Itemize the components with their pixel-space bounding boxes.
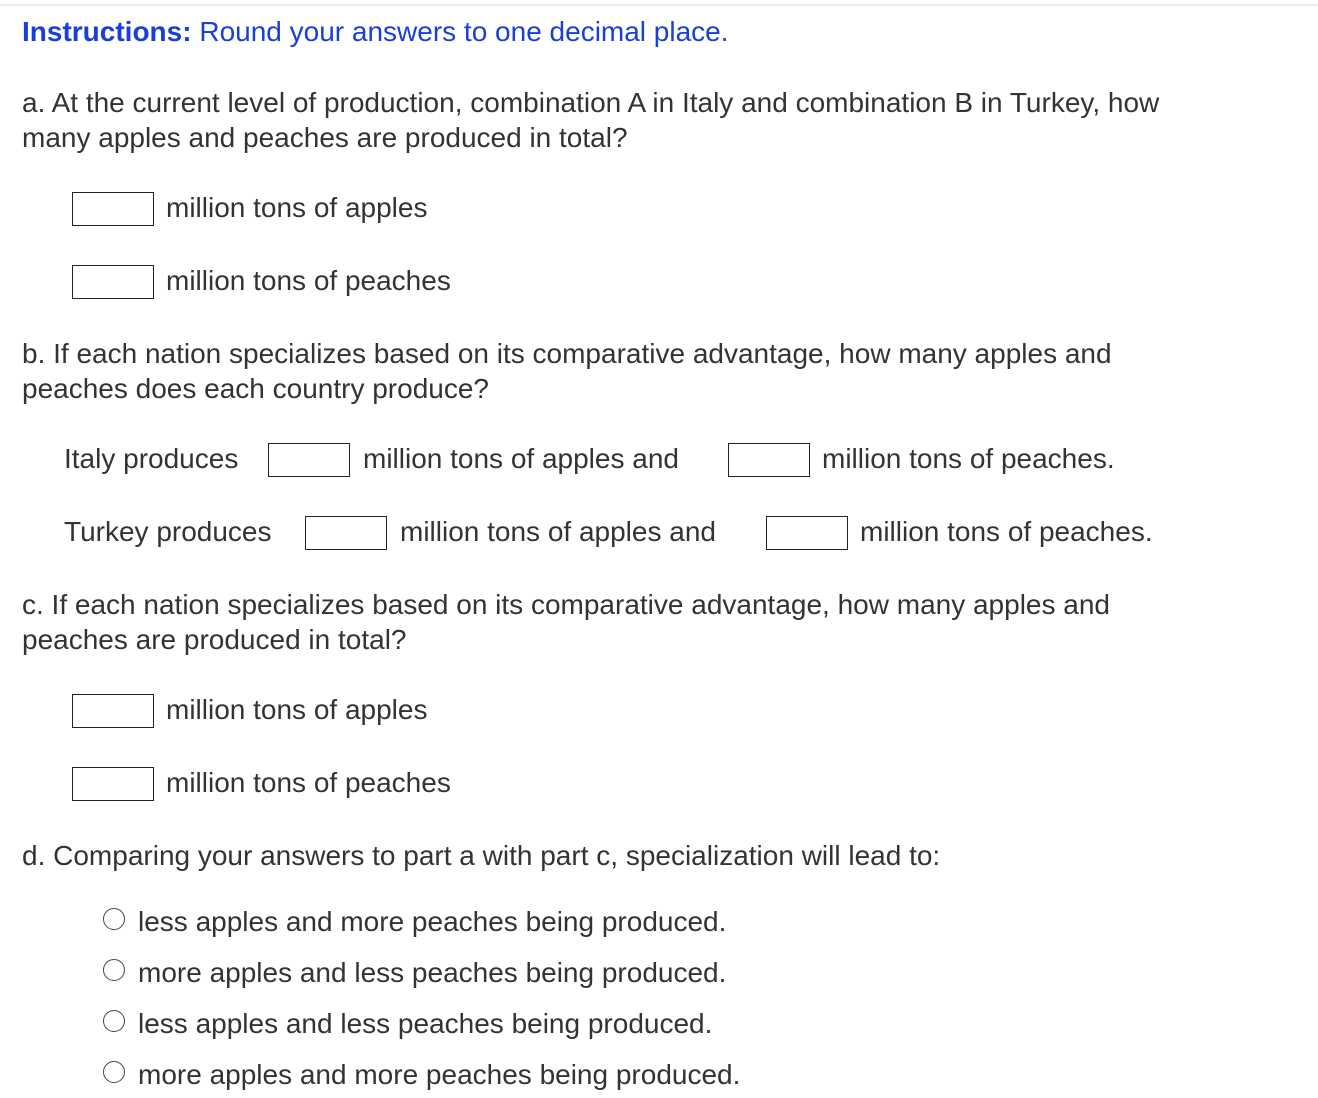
turkey-apples-label: million tons of apples and [400,516,716,547]
italy-produces-label: Italy produces [64,443,239,474]
option-label[interactable]: less apples and less peaches being produced. [138,1008,713,1039]
part-c-peaches-label: million tons of peaches [166,767,451,798]
italy-peaches-input[interactable] [728,443,810,477]
top-divider [0,4,1318,6]
turkey-peaches-label: million tons of peaches. [860,516,1153,547]
part-c-apples-input[interactable] [72,694,154,728]
radio-button[interactable] [103,1010,125,1032]
italy-apples-label: million tons of apples and [363,443,679,474]
radio-button[interactable] [103,959,125,981]
italy-peaches-label: million tons of peaches. [822,443,1115,474]
part-a-question-line2: many apples and peaches are produced in total? [22,122,628,153]
part-a-question-line1: a. At the current level of production, combination A in Italy and combination B in Turkey, how [22,87,1160,118]
radio-button[interactable] [103,908,125,930]
part-a-apples-input[interactable] [72,192,154,226]
part-b-question-line1: b. If each nation specializes based on its comparative advantage, how many apples and [22,338,1112,369]
part-b-question-line2: peaches does each country produce? [22,373,489,404]
radio-button[interactable] [103,1061,125,1083]
part-c-question-line1: c. If each nation specializes based on its comparative advantage, how many apples and [22,589,1110,620]
turkey-produces-label: Turkey produces [64,516,272,547]
part-c-peaches-input[interactable] [72,767,154,801]
part-c-apples-label: million tons of apples [166,694,428,725]
instructions-text: Round your answers to one decimal place. [191,16,729,47]
italy-apples-input[interactable] [268,443,350,477]
part-c-question-line2: peaches are produced in total? [22,624,407,655]
turkey-apples-input[interactable] [305,516,387,550]
part-d-question: d. Comparing your answers to part a with part c, specialization will lead to: [22,840,941,871]
part-a-apples-label: million tons of apples [166,192,428,223]
part-a-peaches-label: million tons of peaches [166,265,451,296]
option-label[interactable]: more apples and more peaches being produced. [138,1059,741,1090]
option-label[interactable]: less apples and more peaches being produced. [138,906,727,937]
part-a-peaches-input[interactable] [72,265,154,299]
turkey-peaches-input[interactable] [766,516,848,550]
option-label[interactable]: more apples and less peaches being produced. [138,957,727,988]
instructions [22,14,729,49]
instructions-label: Instructions: [22,16,192,47]
